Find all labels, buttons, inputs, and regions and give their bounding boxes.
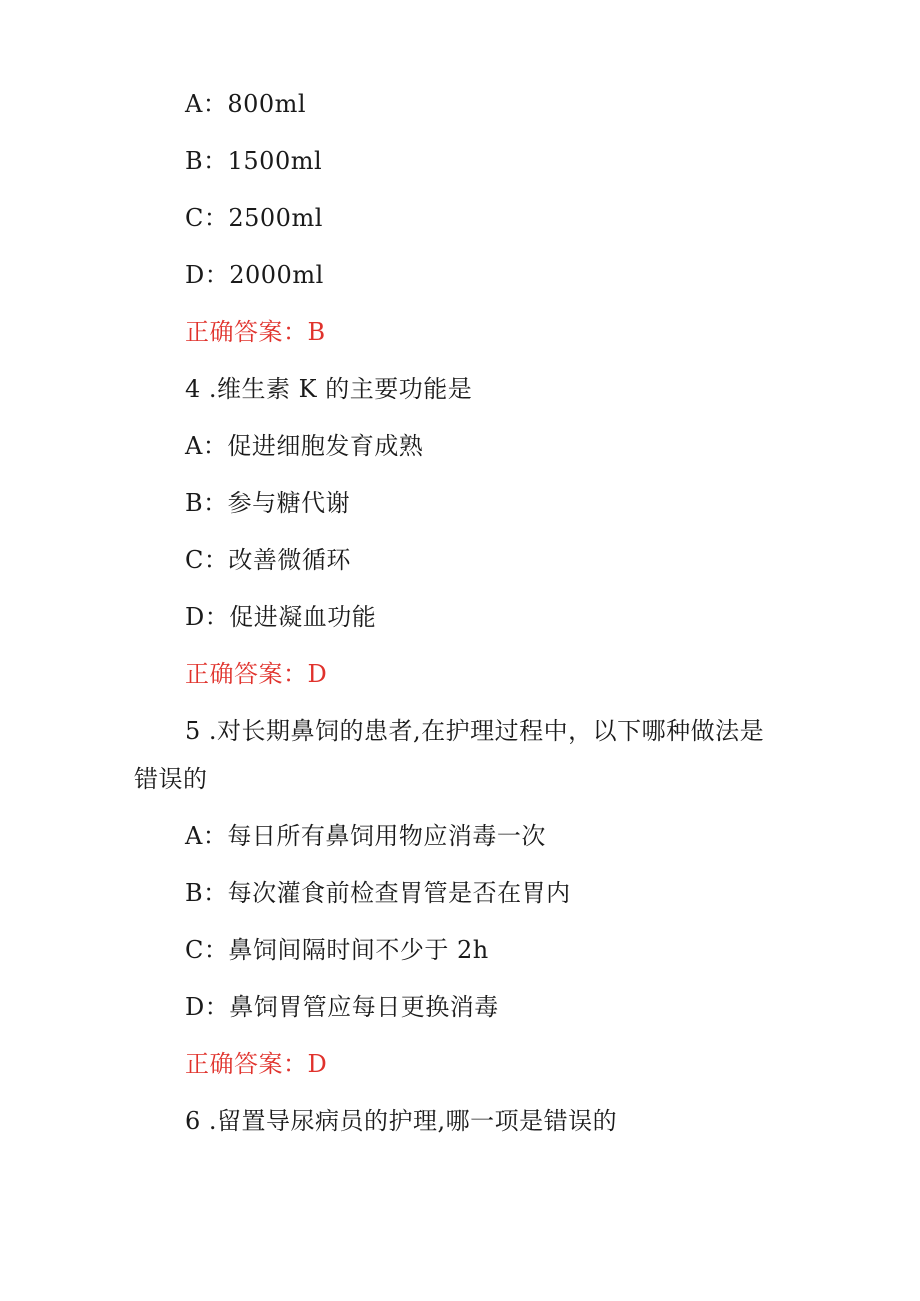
- q5-answer: 正确答案：D: [185, 1050, 328, 1078]
- q5-question-line2: 错误的: [134, 765, 208, 793]
- q5-option-c: C：鼻饲间隔时间不少于 2h: [185, 936, 489, 964]
- q4-answer: 正确答案：D: [185, 660, 328, 688]
- q5-option-a: A：每日所有鼻饲用物应消毒一次: [185, 822, 546, 850]
- q4-question: 4 .维生素 K 的主要功能是: [185, 375, 473, 403]
- q3-option-c: C：2500ml: [185, 204, 323, 232]
- q5-option-b: B：每次灌食前检查胃管是否在胃内: [185, 879, 571, 907]
- q5-option-d: D：鼻饲胃管应每日更换消毒: [185, 993, 499, 1021]
- q4-option-c: C：改善微循环: [185, 546, 351, 574]
- q6-question: 6 .留置导尿病员的护理,哪一项是错误的: [185, 1107, 618, 1135]
- q3-option-b: B：1500ml: [185, 147, 323, 175]
- q3-option-d: D：2000ml: [185, 261, 324, 289]
- q4-option-b: B：参与糖代谢: [185, 489, 351, 517]
- q4-option-a: A：促进细胞发育成熟: [185, 432, 424, 460]
- q3-answer: 正确答案：B: [185, 318, 326, 346]
- q5-question-line1: 5 .对长期鼻饲的患者,在护理过程中，以下哪种做法是: [185, 717, 765, 745]
- q4-option-d: D：促进凝血功能: [185, 603, 377, 631]
- q3-option-a: A：800ml: [185, 90, 307, 118]
